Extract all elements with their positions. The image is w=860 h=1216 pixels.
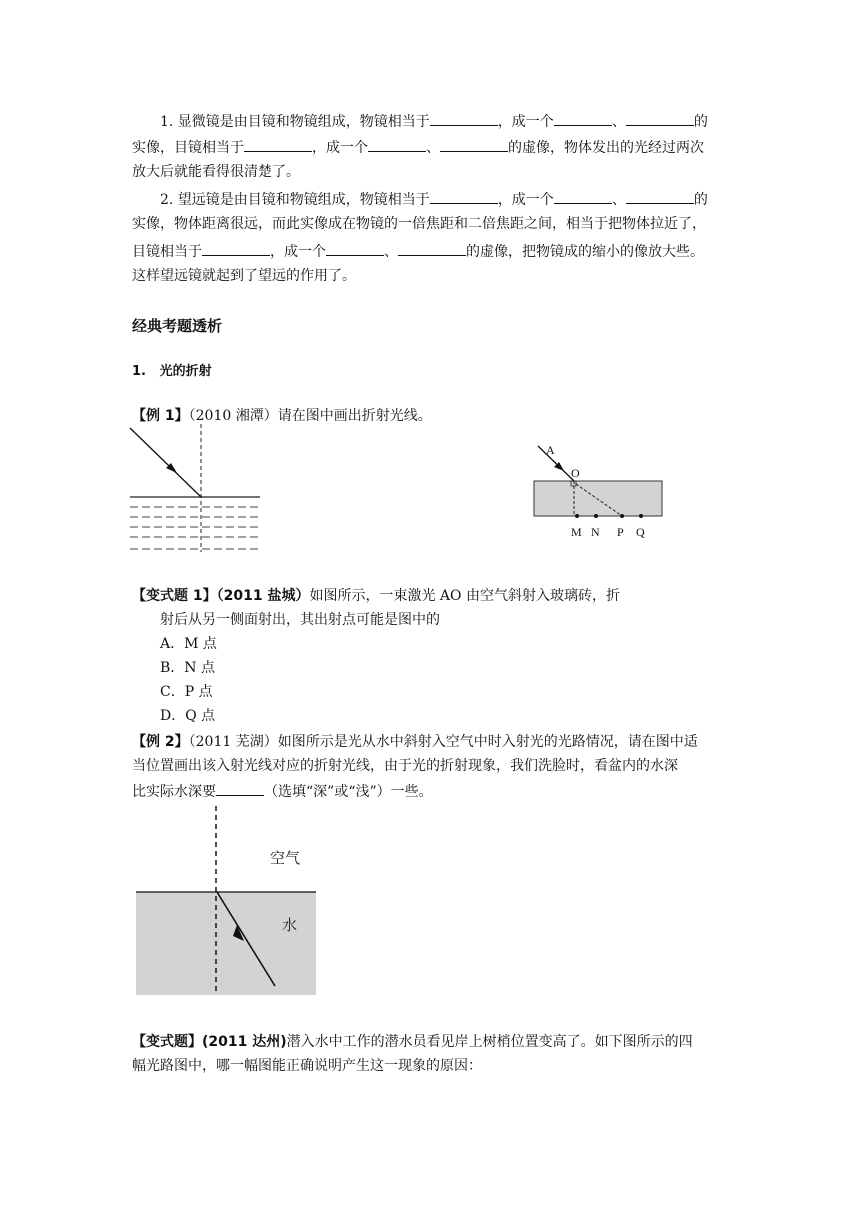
option-C[interactable]: C．P 点 — [160, 684, 213, 700]
example1-line: 【例 1】（2010 湘潭）请在图中画出折射光线。 — [132, 408, 432, 424]
subsection-title: 1. 光的折射 — [132, 364, 212, 379]
section-title: 经典考题透析 — [132, 317, 223, 335]
q2-line3: 目镜相当于 ，成一个 、 的虚像，把物镜成的缩小的像放大些。 — [132, 240, 704, 262]
q1-line3: 放大后就能看得很清楚了。 — [132, 164, 300, 180]
label-Q: Q — [636, 525, 645, 539]
label-N: N — [591, 525, 600, 539]
label-air: 空气 — [270, 849, 301, 867]
label-M: M — [571, 525, 582, 539]
label-water: 水 — [282, 916, 298, 934]
option-A[interactable]: A．M 点 — [160, 636, 217, 652]
variant2-line2: 幅光路图中，哪一幅图能正确说明产生这一现象的原因： — [132, 1058, 482, 1074]
q2-line2: 实像，物体距离很远，而此实像成在物镜的一倍焦距和二倍焦距之间，相当于把物体拉近了， — [132, 216, 706, 232]
label-P: P — [617, 525, 624, 539]
example2-line1: 【例 2】（2011 芜湖）如图所示是光从水中斜射入空气中时入射光的光路情况，请在图中适 — [132, 734, 698, 750]
q1-line1: 1. 显微镜是由目镜和物镜组成，物镜相当于 ，成一个 、 的 — [160, 110, 708, 132]
label-O: O — [571, 466, 580, 480]
q1-line2: 实像，目镜相当于 ，成一个 、 的虚像，物体发出的光经过两次 — [132, 136, 704, 158]
q2-line1: 2. 望远镜是由目镜和物镜组成，物镜相当于 ，成一个 、 的 — [160, 188, 708, 210]
variant1-line2: 射后从另一侧面射出，其出射点可能是图中的 — [160, 612, 440, 628]
variant2-line1: 【变式题】(2011 达州)潜入水中工作的潜水员看见岸上树梢位置变高了。如下图所示的四 — [132, 1034, 693, 1050]
example2-line2: 当位置画出该入射光线对应的折射光线，由于光的折射现象，我们洗脸时，看盆内的水深 — [132, 758, 678, 774]
label-A: A — [546, 443, 555, 457]
option-D[interactable]: D．Q 点 — [160, 708, 216, 724]
q2-line4: 这样望远镜就起到了望远的作用了。 — [132, 268, 356, 284]
variant1-line1: 【变式题 1】（2011 盐城）如图所示，一束激光 AO 由空气斜射入玻璃砖，折 — [132, 588, 620, 604]
example2-line3: 比实际水深要 （选填“深”或“浅”）一些。 — [132, 780, 433, 802]
option-B[interactable]: B．N 点 — [160, 660, 215, 676]
